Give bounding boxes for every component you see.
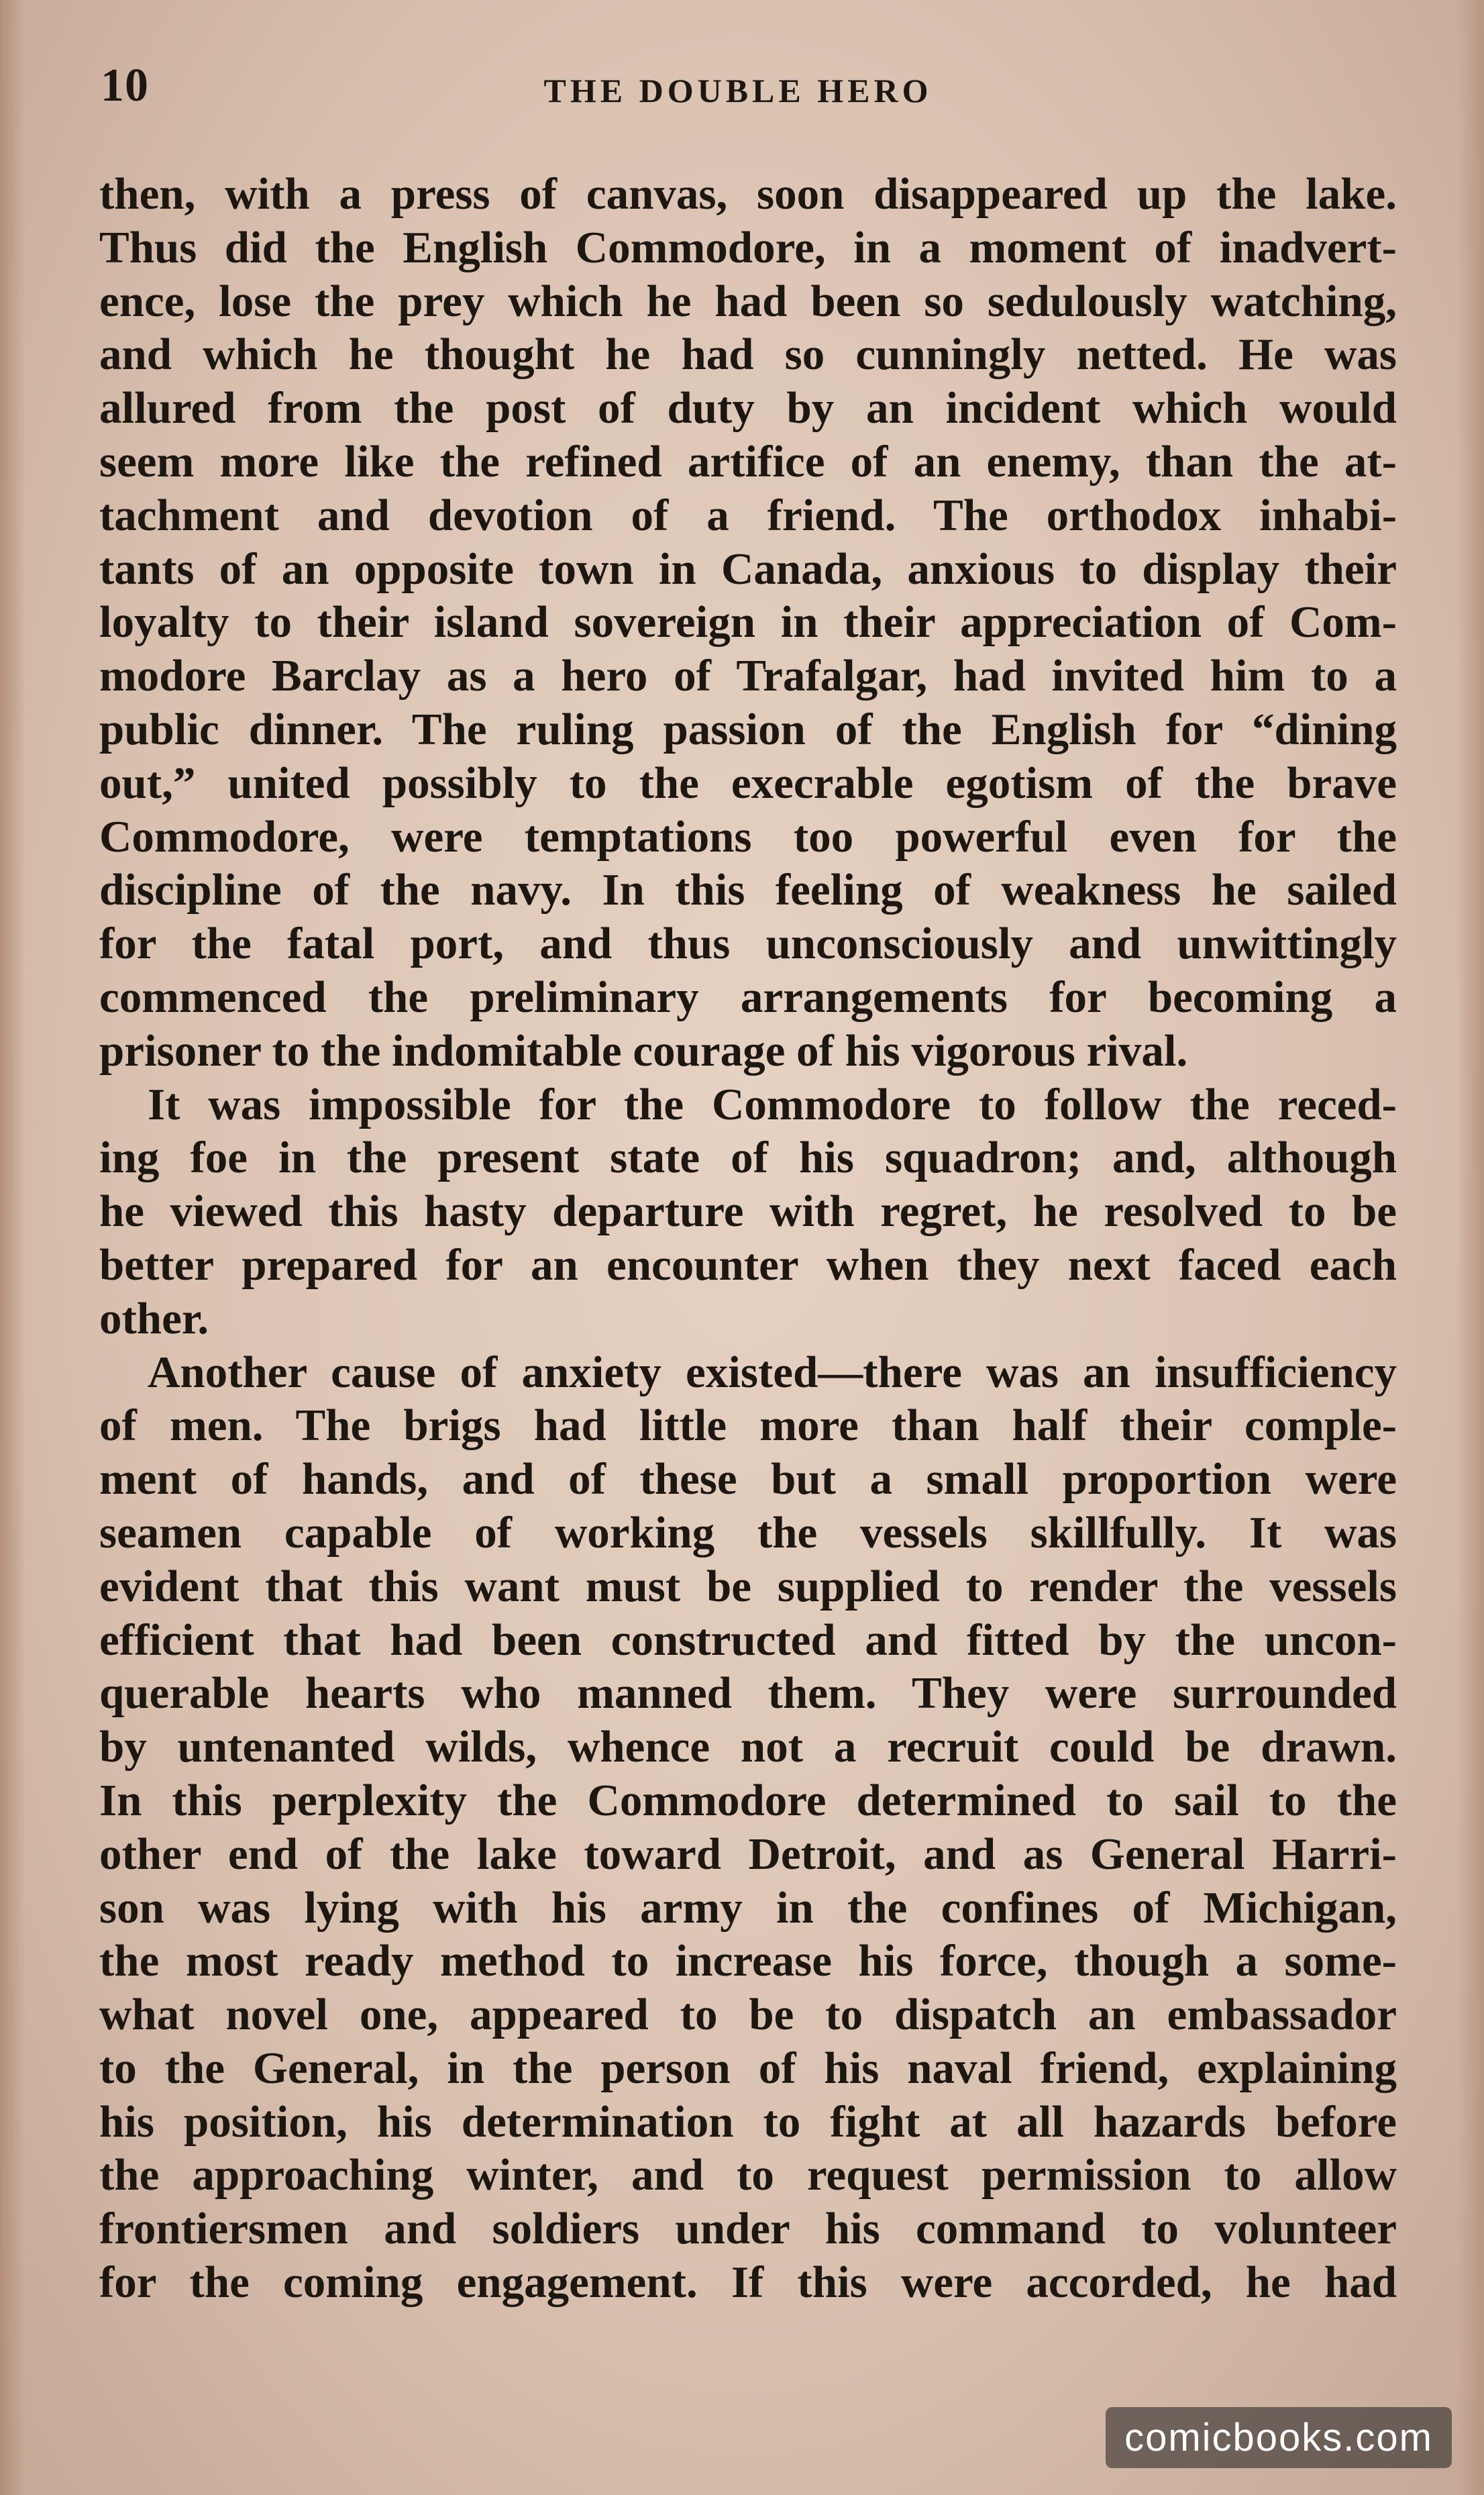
text-line: querable hearts who manned them. They were surrounded [99,1668,1397,1719]
text-line: Another cause of anxiety existed—there was an insufficiency [148,1347,1397,1397]
text-line: he viewed this hasty departure with regret, he resolved to be [99,1186,1397,1237]
text-line: efficient that had been constructed and fitted by the uncon- [99,1615,1397,1665]
text-line: the approaching winter, and to request permission to allow [99,2150,1397,2200]
text-line: for the coming engagement. If this were accorded, he had [99,2257,1397,2308]
text-line: prisoner to the indomitable courage of his vigorous rival. [99,1025,1188,1076]
text-line: to the General, in the person of his naval friend, explaining [99,2043,1397,2093]
text-line: the most ready method to increase his force, though a some- [99,1936,1397,1986]
page-number: 10 [101,60,149,111]
text-line: public dinner. The ruling passion of the English for “dining [99,704,1397,754]
text-line: allured from the post of duty by an incident which would [99,383,1397,434]
text-line: son was lying with his army in the confines of Michigan, [99,1882,1397,1933]
text-line: ment of hands, and of these but a small proportion were [99,1454,1397,1505]
text-line: his position, his determination to fight at all hazards before [99,2096,1397,2147]
text-line: ing foe in the present state of his squadron; and, although [99,1133,1397,1183]
text-line: what novel one, appeared to be to dispatch an embassador [99,1990,1397,2040]
page-edge-shadow-right [1457,0,1484,2495]
text-line: frontiersmen and soldiers under his command to volunteer [99,2204,1397,2254]
text-line: by untenanted wilds, whence not a recruit could be drawn. [99,1722,1397,1772]
running-title: THE DOUBLE HERO [543,72,933,109]
text-line: for the fatal port, and thus unconsciously and unwittingly [99,919,1397,969]
text-line: modore Barclay as a hero of Trafalgar, had invited him to a [99,651,1397,701]
text-line: tants of an opposite town in Canada, anxious to display their [99,544,1397,594]
text-line: Commodore, were temptations too powerful even for the [99,811,1397,862]
text-line: and which he thought he had so cunningly netted. He was [99,329,1397,380]
text-line: discipline of the navy. In this feeling of weakness he sailed [99,865,1397,915]
text-line: tachment and devotion of a friend. The orthodox inhabi- [99,490,1397,540]
text-line: It was impossible for the Commodore to follow the reced- [148,1079,1397,1129]
text-line: other end of the lake toward Detroit, and as General Harri- [99,1829,1397,1879]
text-line: then, with a press of canvas, soon disappeared up the lake. [99,169,1397,219]
text-line: evident that this want must be supplied to render the vessels [99,1561,1397,1611]
body-text [99,168,1397,2310]
text-line: seamen capable of working the vessels skillfully. It was [99,1507,1397,1558]
text-line: commenced the preliminary arrangements for becoming a [99,972,1397,1022]
text-line: out,” united possibly to the execrable egotism of the brave [99,758,1397,808]
text-line: seem more like the refined artifice of an enemy, than the at- [99,436,1397,487]
text-line: other. [99,1293,209,1343]
page-edge-shadow-left [0,0,25,2495]
text-line: loyalty to their island sovereign in their appreciation of Com- [99,597,1397,648]
text-line: Thus did the English Commodore, in a moment of inadvert- [99,222,1397,272]
text-line: ence, lose the prey which he had been so sedulously watching, [99,276,1397,326]
text-line: better prepared for an encounter when they next faced each [99,1239,1397,1290]
text-line: of men. The brigs had little more than half their comple- [99,1401,1397,1451]
watermark: comicbooks.com [1106,2407,1452,2468]
text-line: In this perplexity the Commodore determined to sail to the [99,1775,1397,1825]
